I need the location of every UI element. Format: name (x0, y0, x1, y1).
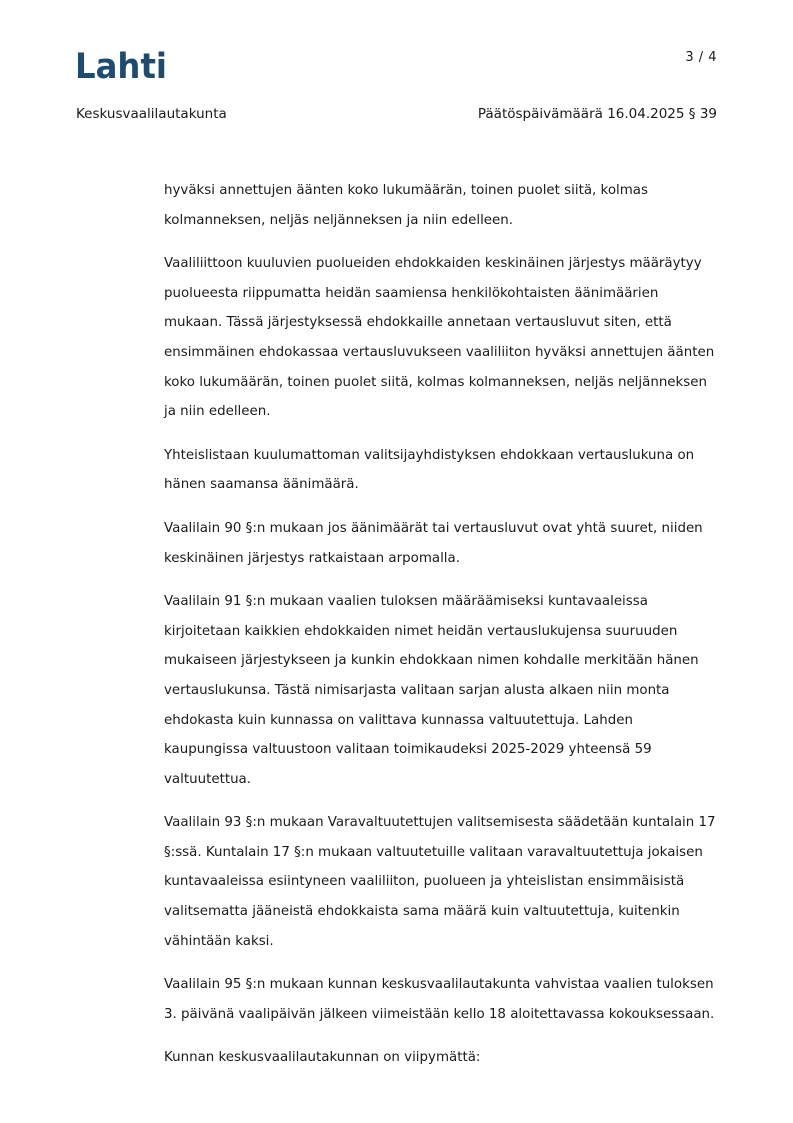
logo-wordmark: Lahti (75, 47, 167, 84)
paragraph: Vaalilain 93 §:n mukaan Varavaltuutettujen valitsemisesta säädetään kuntalain 17 §:ssä. Kuntalain 17 §:n mukaan valtuutetuille valitaan varavaltuutettuja jokaisen kuntavaaleissa esiintyneen vaaliliiton, puolueen ja yhteislistan ensimmäisistä valitsematta jääneistä ehdokkaista sama määrä kuin valtuutettuja, kuitenkin vähintään kaksi. (164, 815, 716, 949)
paragraph: Kunnan keskusvaalilautakunnan on viipymättä: (164, 1050, 481, 1066)
document-body (164, 176, 719, 1087)
decision-reference: Päätöspäivämäärä 16.04.2025 § 39 (477, 106, 717, 122)
paragraph: Vaalilain 91 §:n mukaan vaalien tuloksen määräämiseksi kuntavaaleissa kirjoitetaan kaikkien ehdokkaiden nimet heidän vertauslukujensa suuruuden mukaiseen järjestykseen ja kunkin ehdokkaan nimen kohdalle merkitään hänen vertauslukunsa. Tästä nimisarjasta valitaan sarjan alusta alkaen niin monta ehdokasta kuin kunnassa on valittava kunnassa valtuutettuja. Lahden kaupungissa valtuustoon valitaan toimikaudeksi 2025-2029 yhteensä 59 valtuutettua. (164, 594, 699, 787)
paragraph: Vaalilain 95 §:n mukaan kunnan keskusvaalilautakunta vahvistaa vaalien tuloksen 3. päivänä vaalipäivän jälkeen viimeistään kello 18 aloitettavassa kokouksessaan. (164, 977, 715, 1022)
lahti-logo (75, 44, 170, 84)
organization-name: Keskusvaalilautakunta (76, 106, 227, 122)
paragraph: Vaaliliittoon kuuluvien puolueiden ehdokkaiden keskinäinen järjestys määräytyy puolueesta riippumatta heidän saamiensa henkilökohtaisten äänimäärien mukaan. Tässä järjestyksessä ehdokkaille annetaan vertausluvut siten, että ensimmäinen ehdokassaa vertausluvukseen vaaliliiton hyväksi annettujen äänten koko lukumäärän, toinen puolet siitä, kolmas kolmanneksen, neljäs neljänneksen ja niin edelleen. (164, 256, 715, 420)
paragraph: hyväksi annettujen äänten koko lukumäärän, toinen puolet siitä, kolmas kolmanneksen, neljäs neljänneksen ja niin edelleen. (164, 183, 648, 228)
paragraph: Yhteislistaan kuulumattoman valitsijayhdistyksen ehdokkaan vertauslukuna on hänen saamansa äänimäärä. (164, 447, 695, 493)
paragraph: Vaalilain 90 §:n mukaan jos äänimäärät tai vertausluvut ovat yhtä suuret, niiden keskinäinen järjestys ratkaistaan arpomalla. (164, 520, 703, 566)
page-number: 3 / 4 (685, 50, 717, 65)
